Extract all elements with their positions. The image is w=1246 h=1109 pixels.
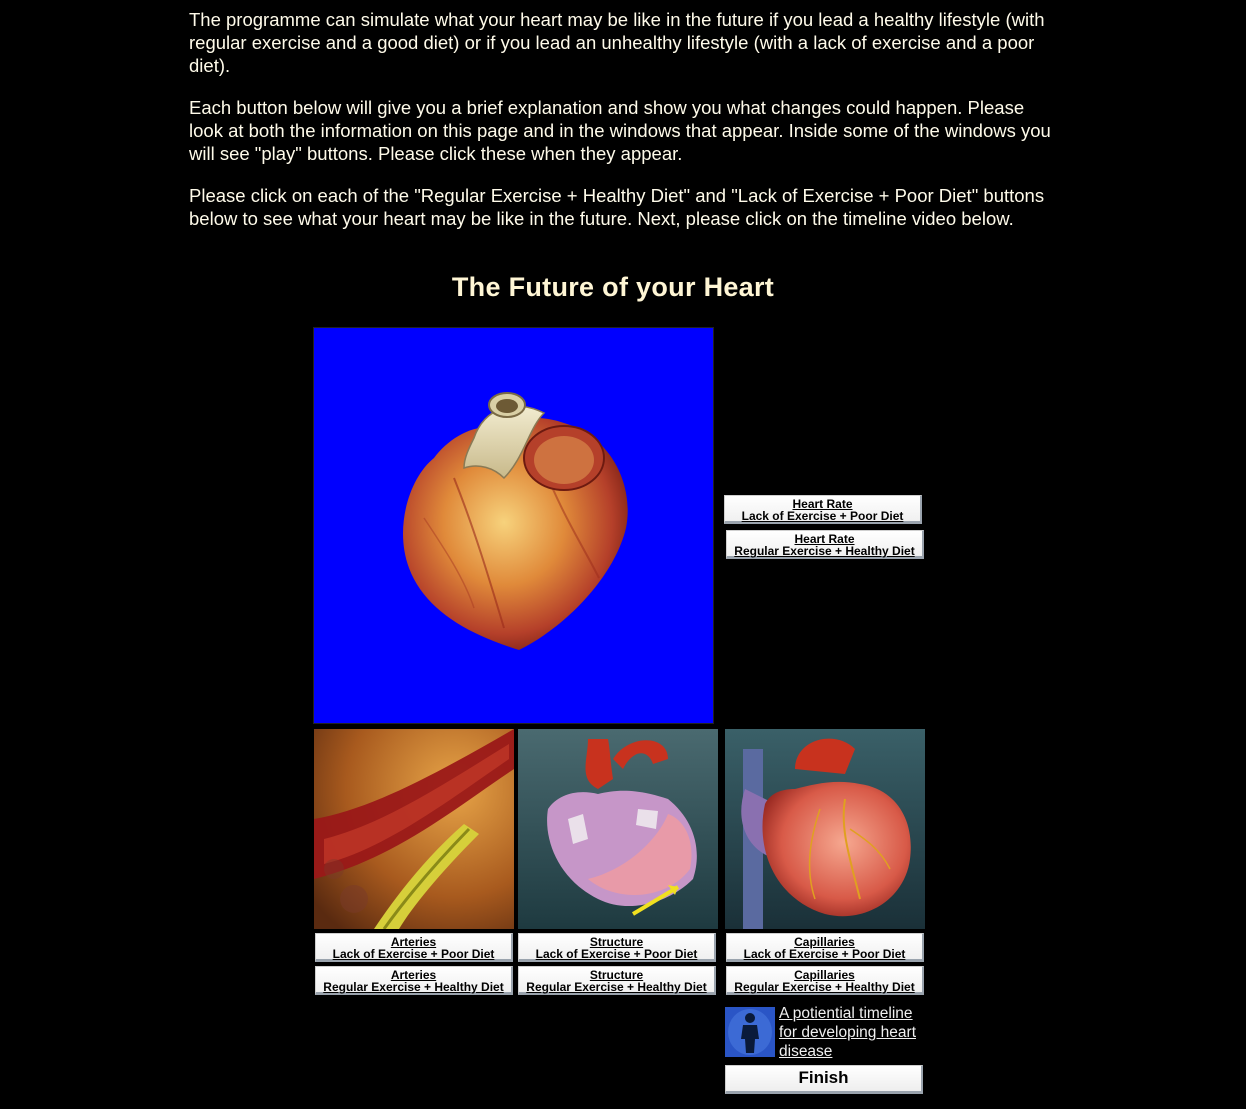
button-subtitle: Lack of Exercise + Poor Diet [743, 947, 906, 961]
capillaries-thumbnail [725, 729, 925, 929]
intro-paragraph-1: The programme can simulate what your heart may be like in the future if you lead a healthy lifestyle (with regular exercise and a good diet) or if you lead an unhealthy lifestyle (with a lack of exercise and a poor diet). [189, 9, 1045, 76]
intro-paragraph-2: Each button below will give you a brief explanation and show you what changes could happen. Please look at both the information on this page and in the windows that appear. Inside some of the windows you will see "play" buttons. Please click these when they appear. [189, 97, 1051, 164]
page-title: The Future of your Heart [451, 272, 775, 302]
artery-image [314, 729, 514, 929]
timeline-video-icon[interactable] [725, 1007, 775, 1057]
button-title: Structure [589, 935, 644, 949]
human-silhouette-icon [725, 1007, 775, 1057]
button-subtitle: Regular Exercise + Healthy Diet [734, 980, 915, 994]
button-subtitle: Lack of Exercise + Poor Diet [332, 947, 495, 961]
button-title: Capillaries [794, 968, 855, 982]
structure-healthy-diet-button[interactable] [518, 966, 716, 995]
button-subtitle: Lack of Exercise + Poor Diet [741, 509, 904, 523]
button-title: Heart Rate [794, 532, 855, 546]
arteries-healthy-diet-button[interactable] [315, 966, 513, 995]
button-subtitle: Regular Exercise + Healthy Diet [734, 544, 915, 558]
button-title: Structure [589, 968, 644, 982]
heart-3d-viewer [313, 327, 714, 724]
heart-exterior-image [725, 729, 925, 929]
finish-button[interactable]: Finish [725, 1065, 923, 1094]
button-title: Capillaries [794, 935, 855, 949]
arteries-poor-diet-button[interactable] [315, 933, 513, 962]
timeline-video-link[interactable]: A potiential timeline for developing heart disease [779, 1005, 917, 1060]
heart-3d-image [314, 328, 714, 724]
heart-rate-healthy-diet-button[interactable] [726, 530, 924, 559]
capillaries-healthy-diet-button[interactable] [726, 966, 924, 995]
button-subtitle: Regular Exercise + Healthy Diet [323, 980, 504, 994]
structure-thumbnail [518, 729, 718, 929]
button-title: Arteries [390, 935, 437, 949]
button-title: Arteries [390, 968, 437, 982]
structure-poor-diet-button[interactable] [518, 933, 716, 962]
button-title: Heart Rate [792, 497, 853, 511]
heart-rate-poor-diet-button[interactable] [724, 495, 922, 524]
button-subtitle: Lack of Exercise + Poor Diet [535, 947, 698, 961]
capillaries-poor-diet-button[interactable] [726, 933, 924, 962]
intro-text [189, 8, 1059, 249]
intro-paragraph-3: Please click on each of the "Regular Exercise + Healthy Diet" and "Lack of Exercise + Poor Diet" buttons below to see what your heart may be like in the future. Next, please click on the timeline video below. [189, 185, 1045, 229]
heart-cross-section-image [518, 729, 718, 929]
arteries-thumbnail [314, 729, 514, 929]
button-subtitle: Regular Exercise + Healthy Diet [526, 980, 707, 994]
